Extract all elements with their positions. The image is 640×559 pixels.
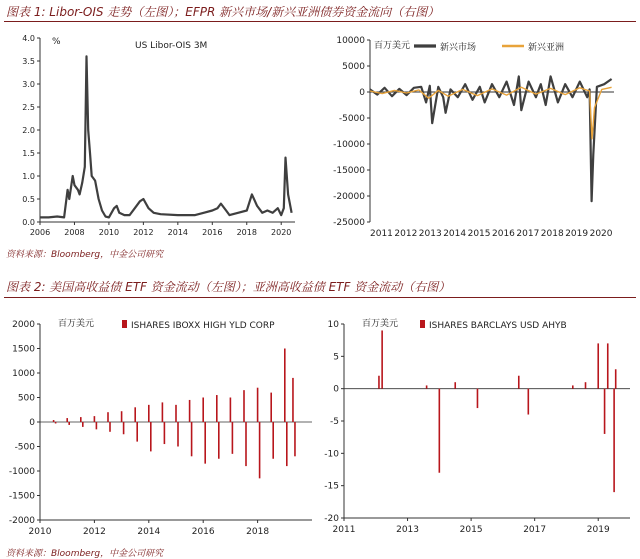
x-tick-label: 2017 bbox=[523, 525, 547, 535]
flow-line-em bbox=[370, 76, 612, 201]
flow-bar bbox=[378, 376, 380, 389]
y-tick-label: 0 bbox=[359, 88, 365, 98]
flow-bar bbox=[55, 422, 57, 423]
y-tick-label: 1.0 bbox=[22, 172, 35, 181]
flow-bar bbox=[68, 422, 70, 425]
flow-bar bbox=[270, 393, 272, 422]
flow-bar bbox=[286, 422, 288, 466]
flow-bar bbox=[528, 389, 530, 415]
libor-ois-unit-label: % bbox=[52, 37, 61, 47]
flow-bar bbox=[123, 422, 125, 434]
x-tick-label: 2016 bbox=[191, 527, 215, 537]
flow-bar bbox=[109, 422, 111, 432]
x-tick-label: 2011 bbox=[332, 525, 356, 535]
x-tick-label: 2008 bbox=[64, 228, 85, 237]
flow-bar bbox=[148, 405, 150, 422]
x-tick-label: 2006 bbox=[29, 228, 51, 237]
flow-bar bbox=[518, 376, 520, 389]
flow-bar bbox=[150, 422, 152, 451]
y-tick-label: 0 bbox=[333, 384, 339, 395]
flow-bar bbox=[585, 382, 587, 388]
flow-bar bbox=[245, 422, 247, 466]
flow-bar bbox=[477, 389, 479, 408]
flow-bar bbox=[232, 422, 234, 454]
y-tick-label: 1500 bbox=[12, 344, 35, 355]
x-tick-label: 2017 bbox=[516, 229, 540, 239]
flow-bar bbox=[615, 369, 617, 388]
y-tick-label: 5 bbox=[333, 352, 339, 363]
x-tick-label: 2020 bbox=[271, 228, 292, 237]
flow-bar bbox=[381, 330, 383, 388]
x-tick-label: 2013 bbox=[418, 229, 442, 239]
libor-ois-series-label: US Libor-OIS 3M bbox=[135, 41, 208, 51]
x-tick-label: 2018 bbox=[236, 228, 257, 237]
figure2-source: 资料来源：Bloomberg，中金公司研究 bbox=[6, 549, 164, 559]
libor-ois-chart bbox=[0, 26, 300, 256]
flow-bar bbox=[204, 422, 206, 464]
y-tick-label: 2.0 bbox=[22, 126, 35, 135]
flow-bar bbox=[272, 422, 274, 459]
flow-bar bbox=[107, 412, 109, 422]
flow-bar bbox=[82, 422, 84, 427]
y-tick-label: -5000 bbox=[338, 114, 365, 124]
flow-bar bbox=[572, 385, 574, 388]
x-tick-label: 2016 bbox=[492, 229, 515, 239]
y-tick-label: 10000 bbox=[336, 36, 365, 46]
y-tick-label: 2000 bbox=[12, 320, 35, 330]
x-tick-label: 2018 bbox=[246, 527, 270, 537]
legend-swatch bbox=[122, 320, 127, 328]
flow-bar bbox=[607, 343, 609, 388]
y-tick-label: 1.5 bbox=[22, 149, 35, 158]
libor-ois-line bbox=[40, 56, 292, 217]
y-tick-label: 0.0 bbox=[22, 218, 35, 227]
flow-bar bbox=[257, 388, 259, 422]
flow-bar bbox=[177, 422, 179, 447]
flow-bar bbox=[294, 422, 296, 456]
y-tick-label: -500 bbox=[14, 442, 35, 453]
flow-bar bbox=[136, 422, 138, 442]
legend-label: 新兴市场 bbox=[440, 43, 477, 53]
legend-label: 新兴亚洲 bbox=[528, 43, 565, 53]
flow-bar bbox=[613, 389, 615, 492]
flow-bar bbox=[202, 398, 204, 423]
y-tick-label: 10 bbox=[327, 320, 339, 330]
flow-bar bbox=[96, 422, 98, 429]
flow-bar bbox=[66, 418, 68, 422]
flow-bar bbox=[134, 407, 136, 422]
x-tick-label: 2015 bbox=[459, 525, 483, 535]
y-tick-label: -20000 bbox=[333, 192, 365, 202]
flow-bar bbox=[218, 422, 220, 459]
y-tick-label: -2000 bbox=[8, 516, 35, 526]
y-tick-label: 3.5 bbox=[22, 57, 35, 66]
x-tick-label: 2015 bbox=[467, 229, 491, 239]
y-tick-label: -20 bbox=[324, 514, 339, 524]
y-tick-label: -10 bbox=[324, 449, 339, 460]
flow-bar bbox=[426, 385, 428, 388]
y-tick-label: 2.5 bbox=[22, 103, 35, 112]
flow-bar bbox=[80, 417, 82, 422]
y-tick-label: -15000 bbox=[333, 166, 365, 176]
flow-bar bbox=[191, 422, 193, 456]
us-hy-etf-unit-label: 百万美元 bbox=[58, 319, 95, 329]
y-tick-label: -10000 bbox=[333, 140, 365, 150]
x-tick-label: 2019 bbox=[586, 525, 610, 535]
flow-bar bbox=[230, 398, 232, 423]
us-hy-etf-chart bbox=[0, 304, 320, 537]
flow-bar bbox=[604, 389, 606, 434]
x-tick-label: 2014 bbox=[443, 229, 467, 239]
x-tick-label: 2018 bbox=[540, 229, 564, 239]
x-tick-label: 2012 bbox=[82, 527, 106, 537]
figure2-title: 图表 2: 美国高收益债 ETF 资金流动（左图）；亚洲高收益债 ETF 资金流动（右图） bbox=[6, 280, 451, 294]
x-tick-label: 2010 bbox=[98, 228, 120, 237]
flow-bar bbox=[94, 416, 96, 422]
flow-bar bbox=[53, 420, 55, 422]
y-tick-label: 1000 bbox=[12, 369, 35, 379]
figure1-title: 图表 1: Libor-OIS 走势（左图）；EFPR 新兴市场/新兴亚洲债券资金流向（右图） bbox=[6, 5, 440, 19]
flow-bar bbox=[175, 405, 177, 422]
y-tick-label: -1500 bbox=[8, 491, 35, 502]
flow-bar bbox=[292, 378, 294, 422]
x-tick-label: 2020 bbox=[589, 229, 613, 239]
y-tick-label: 3.0 bbox=[22, 80, 35, 89]
x-tick-label: 2012 bbox=[394, 229, 418, 239]
x-tick-label: 2010 bbox=[28, 527, 52, 537]
y-tick-label: 5000 bbox=[342, 62, 365, 72]
y-tick-label: -25000 bbox=[333, 218, 365, 228]
figure1-title-rule bbox=[4, 21, 636, 22]
legend-label: ISHARES BARCLAYS USD AHYB bbox=[429, 321, 567, 331]
figure1-source: 资料来源：Bloomberg，中金公司研究 bbox=[6, 250, 164, 260]
asia-hy-etf-unit-label: 百万美元 bbox=[362, 319, 399, 329]
y-tick-label: -1000 bbox=[8, 467, 35, 477]
x-tick-label: 2014 bbox=[137, 527, 161, 537]
flow-bar bbox=[189, 400, 191, 422]
flow-bar bbox=[216, 395, 218, 422]
flow-bar bbox=[164, 422, 166, 444]
y-tick-label: 500 bbox=[17, 393, 35, 404]
flow-bar bbox=[162, 402, 164, 422]
figure2-title-rule bbox=[4, 297, 636, 298]
legend-label: ISHARES IBOXX HIGH YLD CORP bbox=[131, 321, 275, 331]
y-tick-label: 0 bbox=[29, 418, 35, 428]
y-tick-label: 4.0 bbox=[22, 34, 35, 43]
flow-bar bbox=[439, 389, 441, 473]
flow-bar bbox=[121, 411, 123, 422]
flow-bar bbox=[597, 343, 599, 388]
x-tick-label: 2019 bbox=[565, 229, 589, 239]
x-tick-label: 2012 bbox=[133, 228, 154, 237]
flow-bar bbox=[284, 349, 286, 423]
epfr-flows-unit-label: 百万美元 bbox=[374, 41, 411, 51]
flow-bar bbox=[243, 390, 245, 422]
y-tick-label: 0.5 bbox=[22, 195, 35, 204]
legend-swatch bbox=[420, 320, 425, 328]
x-tick-label: 2013 bbox=[396, 525, 420, 535]
asia-hy-etf-chart bbox=[322, 304, 637, 534]
y-tick-label: -5 bbox=[330, 417, 339, 427]
x-tick-label: 2016 bbox=[202, 228, 223, 237]
x-tick-label: 2014 bbox=[167, 228, 189, 237]
flow-bar bbox=[259, 422, 261, 478]
epfr-flows-chart bbox=[322, 26, 632, 256]
x-tick-label: 2011 bbox=[370, 229, 393, 239]
flow-bar bbox=[454, 382, 456, 388]
y-tick-label: -15 bbox=[324, 481, 339, 492]
